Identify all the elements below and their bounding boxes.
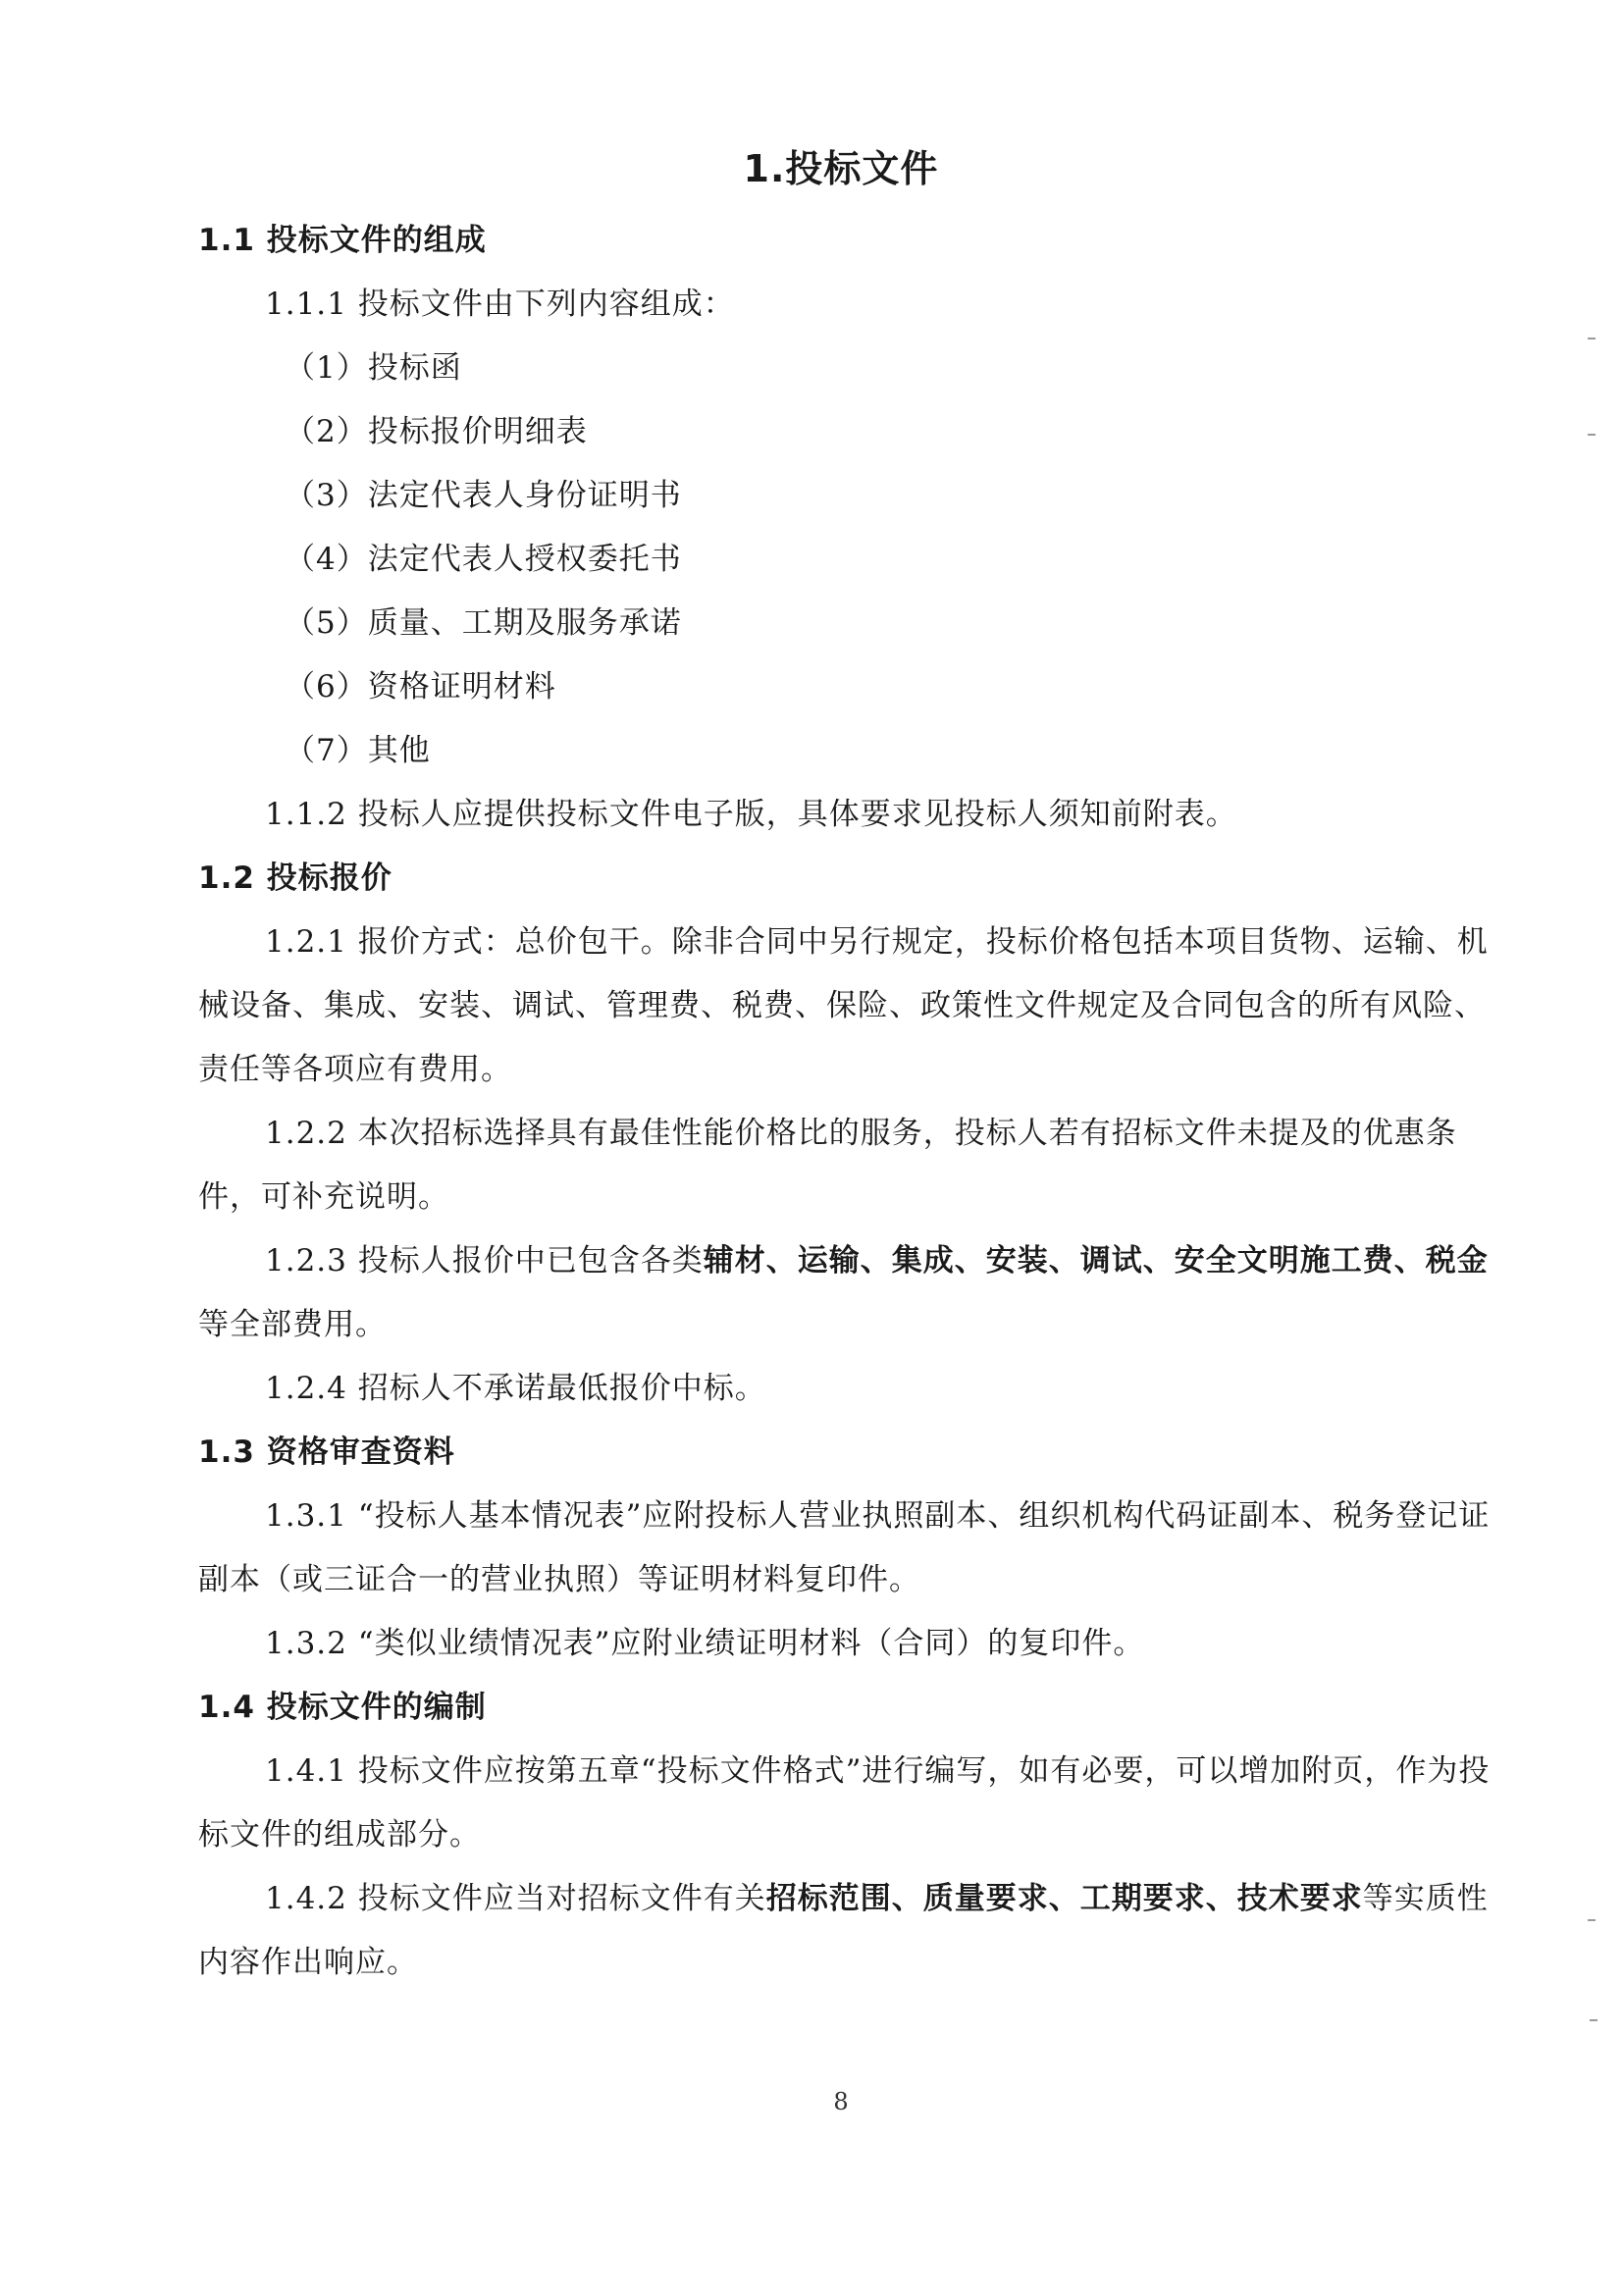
clause-1-2-4: 1.2.4 招标人不承诺最低报价中标。 (265, 1371, 766, 1406)
clause-1-2-3-tail: 等全部费用。 (198, 1307, 387, 1342)
list-item-3: （3）法定代表人身份证明书 (285, 478, 682, 513)
clause-1-1-2: 1.1.2 投标人应提供投标文件电子版，具体要求见投标人须知前附表。 (265, 797, 1237, 832)
list-item-7: （7）其他 (285, 733, 431, 768)
scan-mark (1588, 434, 1596, 436)
page-title: 1.投标文件 (743, 147, 939, 190)
clause-1-4-2-tail: 等实质性内容作出响应。 (198, 1881, 1489, 1980)
clause-1-3-1: 1.3.1 “投标人基本情况表”应附投标人营业执照副本、组织机构代码证副本、税务登记证副本（或三证合一的营业执照）等证明材料复印件。 (198, 1498, 1491, 1597)
list-item-5: （5）质量、工期及服务承诺 (285, 605, 682, 641)
clause-1-4-2 (198, 1867, 1503, 1995)
clause-1-1-1: 1.1.1 投标文件由下列内容组成： (265, 287, 735, 322)
list-item-4: （4）法定代表人授权委托书 (285, 542, 682, 577)
scan-mark (1590, 2019, 1597, 2021)
clause-1-2-2: 1.2.2 本次招标选择具有最佳性能价格比的服务，投标人若有招标文件未提及的优惠条件，可补充说明。 (198, 1116, 1457, 1215)
section-heading-1-3: 1.3 资格审查资料 (198, 1435, 455, 1470)
section-heading-1-1: 1.1 投标文件的组成 (198, 223, 487, 258)
scan-mark (1588, 1919, 1596, 1921)
clause-1-4-2-emphasis: 招标范围、质量要求、工期要求、技术要求 (765, 1881, 1363, 1916)
clause-1-2-1: 1.2.1 报价方式：总价包干。除非合同中另行规定，投标价格包括本项目货物、运输、机械设备、集成、安装、调试、管理费、税费、保险、政策性文件规定及合同包含的所有风险、责任等各项应有费用。 (198, 924, 1489, 1087)
section-heading-1-2: 1.2 投标报价 (198, 861, 393, 896)
list-item-2: （2）投标报价明细表 (285, 414, 588, 449)
list-item-6: （6）资格证明材料 (285, 669, 556, 704)
clause-1-3-2: 1.3.2 “类似业绩情况表”应附业绩证明材料（合同）的复印件。 (265, 1626, 1145, 1661)
list-item-1: （1）投标函 (285, 350, 462, 386)
section-heading-1-4: 1.4 投标文件的编制 (198, 1690, 487, 1725)
clause-1-2-3-emphasis: 辅材、运输、集成、安装、调试、安全文明施工费、税金 (703, 1243, 1489, 1278)
clause-1-4-2-lead: 1.4.2 投标文件应当对招标文件有关 (265, 1881, 766, 1916)
clause-1-2-3 (198, 1229, 1503, 1357)
clause-1-4-1: 1.4.1 投标文件应按第五章“投标文件格式”进行编写，如有必要，可以增加附页，作为投标文件的组成部分。 (198, 1753, 1491, 1852)
clause-1-2-3-lead: 1.2.3 投标人报价中已包含各类 (265, 1243, 704, 1278)
scan-mark (1588, 338, 1596, 339)
page-number: 8 (833, 2088, 849, 2115)
